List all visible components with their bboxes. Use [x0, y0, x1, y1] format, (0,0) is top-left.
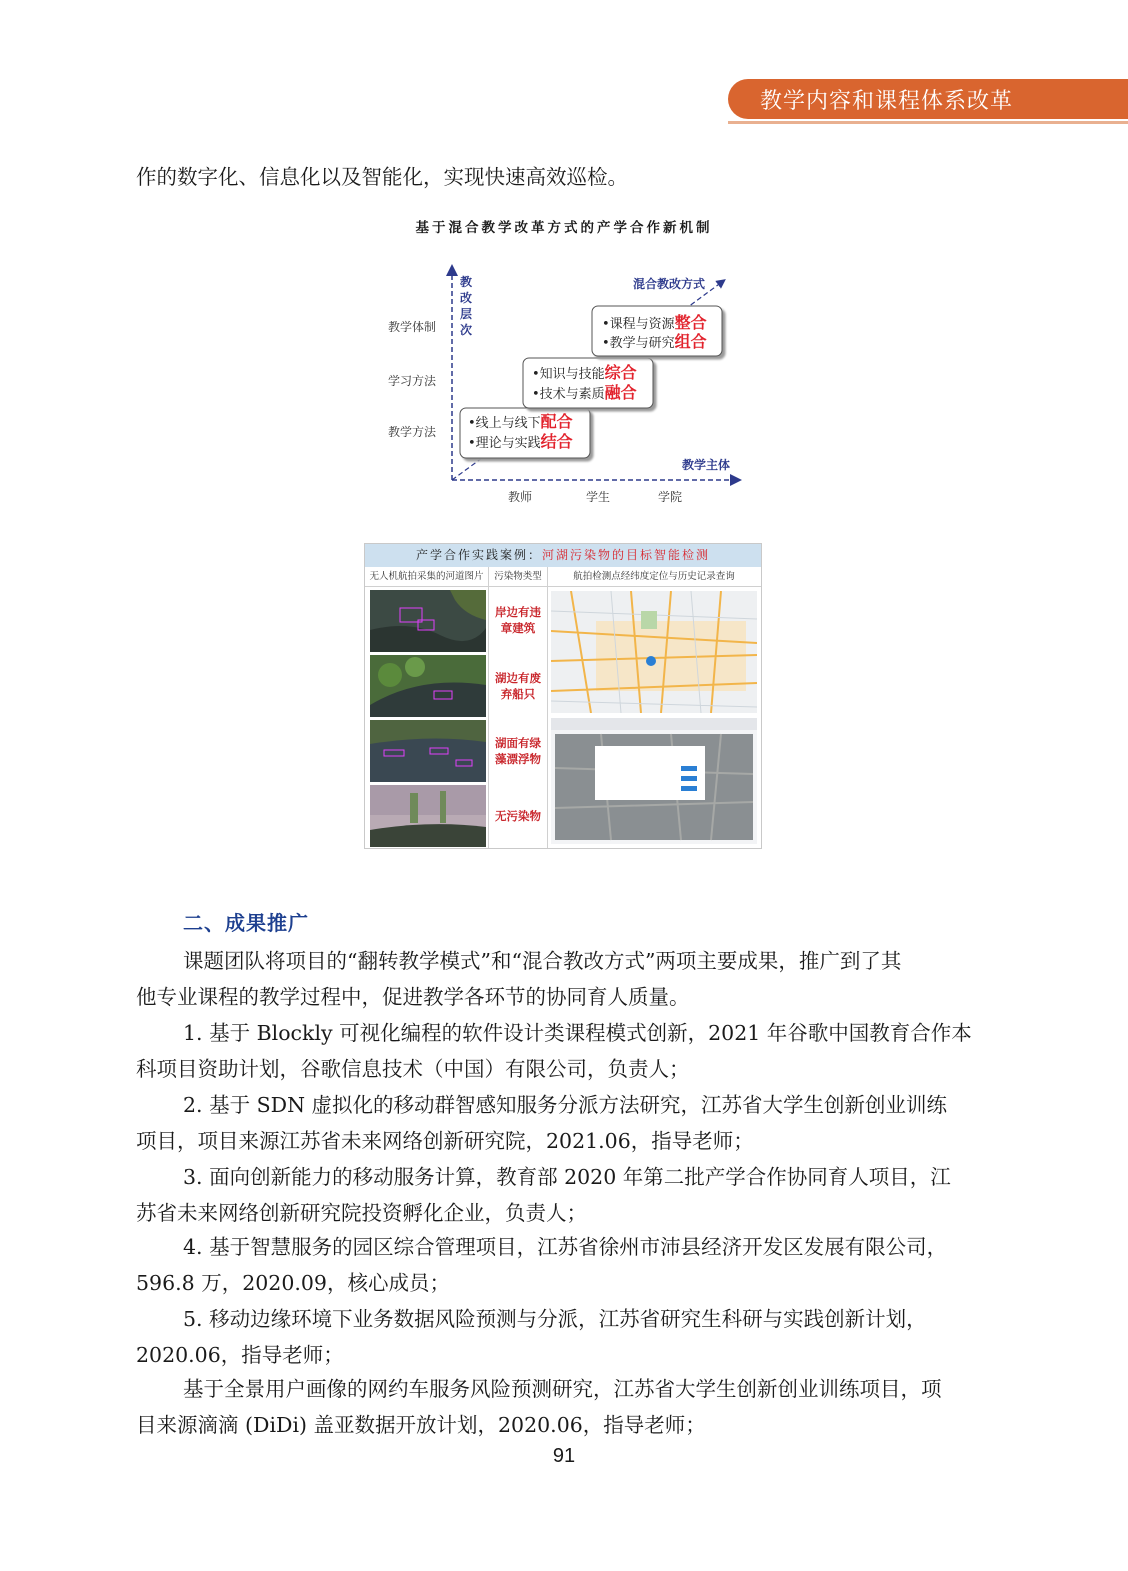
aerial-photo	[370, 720, 486, 782]
y-axis-char: 次	[460, 323, 473, 337]
paragraph-line: 2020.06，指导老师；	[136, 1343, 344, 1367]
subject-label: 学院	[658, 490, 683, 504]
section-heading: 二、成果推广	[183, 911, 309, 935]
subject-label: 教师	[508, 490, 533, 504]
level-label: 教学体制	[388, 320, 437, 334]
col-head-photos: 无人机航拍采集的河道图片	[369, 571, 484, 582]
pollutant-type: 岸边有违 章建筑	[495, 605, 541, 635]
y-axis-char: 改	[460, 291, 473, 305]
paragraph-line: 基于全景用户画像的网约车服务风险预测研究，江苏省大学生创新创业训练项目，项	[183, 1377, 942, 1401]
intro-line: 作的数字化、信息化以及智能化，实现快速高效巡检。	[136, 165, 628, 189]
diagram	[380, 258, 760, 518]
section-title: 教学内容和课程体系改革	[760, 89, 1014, 114]
y-axis-char: 层	[460, 307, 473, 321]
paragraph-line: 科项目资助计划，谷歌信息技术（中国）有限公司，负责人；	[136, 1057, 690, 1081]
history-query-screenshot	[551, 718, 757, 844]
pollutant-type: 湖边有废 弃船只	[495, 671, 541, 701]
paragraph-line: 3. 面向创新能力的移动服务计算，教育部 2020 年第二批产学合作协同育人项目，江	[183, 1165, 951, 1189]
svg-text:•线上与线下配合: •线上与线下配合	[468, 412, 573, 431]
svg-text:•理论与实践结合: •理论与实践结合	[468, 432, 573, 451]
paragraph-line: 1. 基于 Blockly 可视化编程的软件设计类课程模式创新，2021 年谷歌中国教育合作本	[183, 1021, 972, 1045]
paragraph-line: 2. 基于 SDN 虚拟化的移动群智感知服务分派方法研究，江苏省大学生创新创业训练	[183, 1093, 948, 1117]
col-head-map: 航拍检测点经纬度定位与历史记录查询	[573, 571, 735, 582]
subject-label: 学生	[586, 490, 611, 504]
paragraph-line: 课题团队将项目的“翻转教学模式”和“混合教改方式”两项主要成果，推广到了其	[183, 949, 902, 973]
case-study-figure	[364, 543, 762, 849]
aerial-photo	[370, 590, 486, 652]
header-rule	[728, 121, 1128, 124]
col-head-type: 污染物类型	[494, 571, 542, 582]
diagram-title: 基于混合教学改革方式的产学合作新机制	[415, 220, 713, 236]
svg-text:•课程与资源整合: •课程与资源整合	[602, 313, 707, 332]
level-label: 教学方法	[388, 425, 437, 439]
paragraph-line: 4. 基于智慧服务的园区综合管理项目，江苏省徐州市沛县经济开发区发展有限公司，	[183, 1235, 948, 1259]
svg-text:•技术与素质融合: •技术与素质融合	[532, 383, 637, 402]
page-number: 91	[552, 1445, 576, 1467]
aerial-photo	[370, 785, 486, 847]
box-learning-method	[523, 358, 653, 408]
paragraph-line: 苏省未来网络创新研究院投资孵化企业，负责人；	[136, 1201, 587, 1225]
paragraph-line: 目来源滴滴 (DiDi) 盖亚数据开放计划，2020.06，指导老师；	[136, 1413, 706, 1437]
y-axis-char: 教	[460, 275, 473, 289]
pollutant-type: 无污染物	[495, 809, 541, 823]
x-axis-label: 教学主体	[682, 458, 731, 472]
box-teaching-system	[592, 306, 722, 356]
level-label: 学习方法	[388, 374, 437, 388]
box-teaching-method	[460, 408, 590, 458]
diag-axis-label: 混合教改方式	[633, 277, 706, 291]
svg-text:•教学与研究组合: •教学与研究组合	[602, 332, 707, 351]
aerial-photo	[370, 655, 486, 717]
pollutant-type: 湖面有绿 藻漂浮物	[495, 736, 541, 766]
paragraph-line: 596.8 万，2020.09，核心成员；	[136, 1271, 450, 1295]
svg-text:•知识与技能综合: •知识与技能综合	[532, 363, 637, 382]
map-image	[551, 591, 757, 713]
paragraph-line: 5. 移动边缘环境下业务数据风险预测与分派，江苏省研究生科研与实践创新计划，	[183, 1307, 927, 1331]
paragraph-line: 项目，项目来源江苏省未来网络创新研究院，2021.06，指导老师；	[136, 1129, 754, 1153]
case-title: 产学合作实践案例：河湖污染物的目标智能检测	[365, 544, 761, 567]
paragraph-line: 他专业课程的教学过程中，促进教学各环节的协同育人质量。	[136, 985, 690, 1009]
